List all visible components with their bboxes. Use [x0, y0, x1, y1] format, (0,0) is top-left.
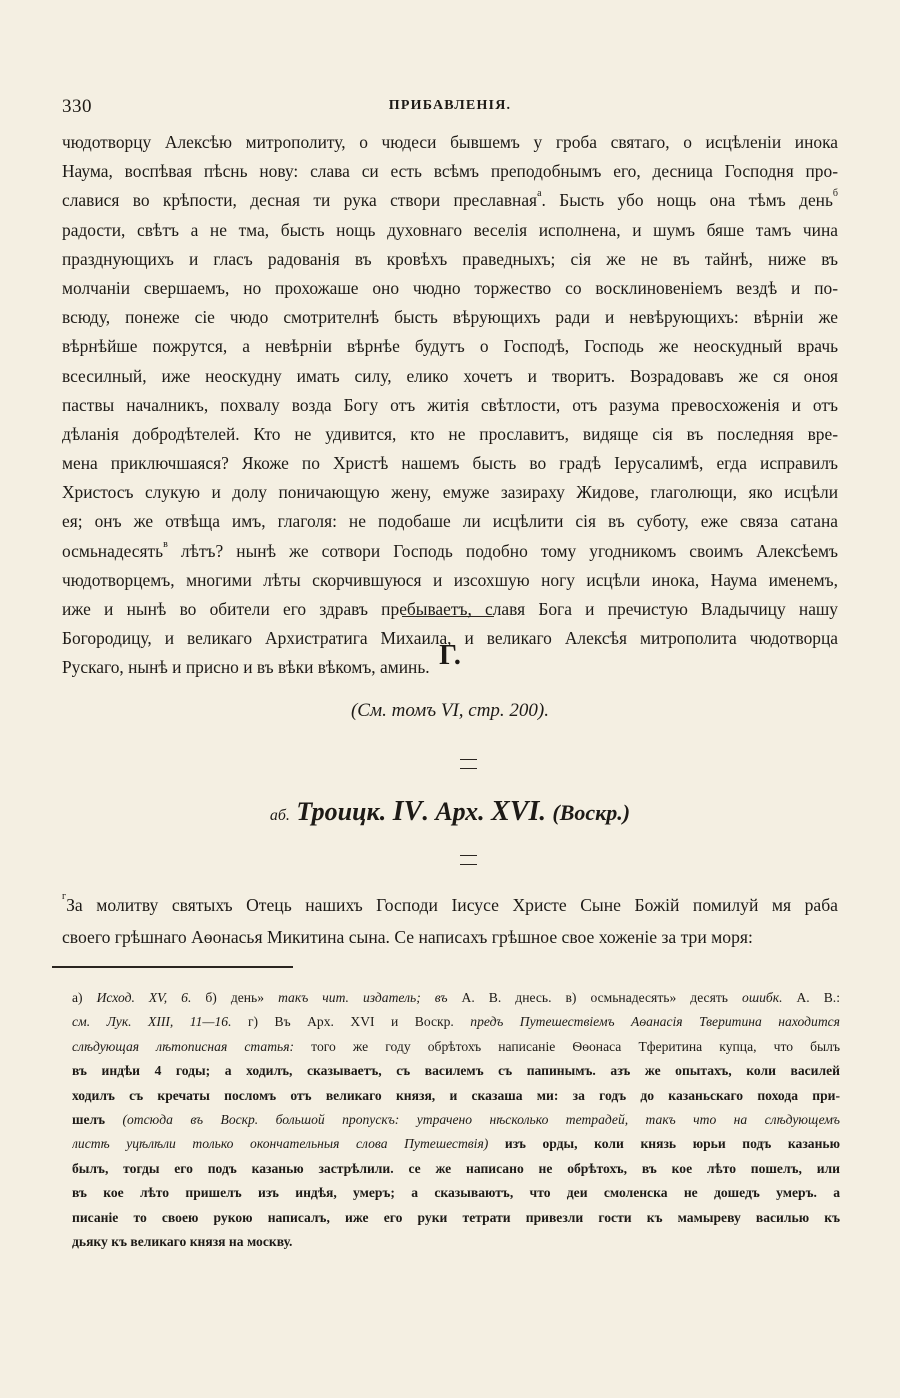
text-run: паствы началникъ, похвалу возда Богу отъ житія свѣтлости, отъ разума превосхоженія и отъ [62, 394, 838, 415]
footnote-line [72, 1010, 840, 1034]
text-run: дѣланія добродѣтелей. Кто не удивится, кто не прославитъ, видяще сія въ последняя вре- [62, 423, 838, 444]
text-line [62, 216, 838, 245]
footnote-run: г) Въ Арх. XVI и Воскр. [231, 1014, 471, 1030]
text-run: Рускаго, нынѣ и присно и въ вѣки вѣкомъ, аминь. [62, 657, 430, 678]
text-run: осмьнадесять [62, 540, 164, 561]
manuscript-sigla: аб. Троицк. IV. Арх. XVI. (Воскр.) [269, 796, 631, 827]
footnote-line [72, 1157, 840, 1181]
text-run: радости, свѣтъ а не тма, бысть нощь духовнаго веселія исполнена, и шумъ бяше тамъ чина [62, 219, 838, 240]
opening-line [62, 921, 838, 953]
text-line [62, 507, 838, 536]
text-line [62, 420, 838, 449]
footnote-run: писаніе то своею рукою написалъ, иже его руки тетрати привезли гости къ мамыреву василью къ [72, 1209, 840, 1225]
footnote-run: ходилъ съ кречаты посломъ отъ великаго князя, и сказаша ми: за годъ до казаньскаго похода при- [72, 1087, 840, 1103]
text-line [62, 478, 838, 507]
text-line [62, 566, 838, 595]
text-line [62, 537, 838, 566]
footnote-line [72, 1181, 840, 1205]
text-run: Наума, воспѣвая пѣснь нову: слава си есть всѣмъ преподобнымъ его, десница Господня про- [62, 161, 838, 182]
opening-line [62, 889, 838, 921]
footnote-line [72, 1084, 840, 1108]
text-line [62, 245, 838, 274]
footnote-line [72, 1230, 840, 1254]
footnote-run: (отсюда въ Воскр. большой пропускъ: утрачено нѣсколько тетрадей, такъ что на слѣдующемъ [122, 1111, 840, 1127]
cross-reference: (См. томъ VI, стр. 200). [350, 700, 550, 721]
footnote-rule [52, 966, 293, 968]
text-line [62, 274, 838, 303]
footnote-run: см. Лук. XIII, 11—16. [72, 1014, 232, 1030]
main-text [62, 128, 838, 683]
footnote-run: въ индѣи 4 годы; а ходилъ, сказываетъ, съ василемъ съ папинымъ. азъ же опытахъ, коли василей [72, 1063, 840, 1079]
text-line [62, 128, 838, 157]
footnote-run: б) день» [191, 990, 279, 1005]
text-run: иже и нынѣ во обители его здравъ пребываетъ, славя Бога и пречистую Владычицу нашу [62, 599, 838, 619]
running-head [62, 96, 838, 120]
footnote-run: предъ Путешествіемъ Аѳанасія Тверитина находится [470, 1014, 840, 1030]
text-line [62, 303, 838, 332]
text-line [62, 157, 838, 186]
running-title: ПРИБАВЛЕНІЯ. [388, 98, 512, 113]
footnote-run: шелъ [72, 1111, 123, 1127]
footnote-line [72, 1059, 840, 1083]
footnote-run: А. В.: [782, 990, 840, 1005]
text-run: чюдотворцу Алексѣю митрополиту, о чюдеси бывшемъ у гроба святаго, о исцѣленіи инока [62, 132, 838, 152]
footnote-run: ошибк. [742, 990, 783, 1005]
page-number: 330 [62, 96, 92, 117]
text-run: Богородицу, и великаго Архистратига Михаила, и великаго Алексѣя митрополита чюдотворца [62, 628, 838, 649]
sigla-arkh-number: XVI [491, 796, 540, 827]
text-line [62, 186, 838, 215]
text-line [62, 391, 838, 420]
text-run: лѣтъ? нынѣ же сотвори Господь подобно тому угодникомъ своимъ Алексѣемъ [167, 540, 838, 561]
text-run: своего грѣшнаго Аѳонасья Микитина сына. Се написахъ грѣшное свое хоженіе за три моря: [62, 927, 753, 947]
footnote-run: листѣ уцѣлѣли только окончательныя слова Путешествія) [72, 1136, 489, 1152]
text-run: вѣрнѣйше пожрутся, а невѣрніи вѣрнѣе будутъ о Господѣ, Господь же неоскудный врачь [62, 336, 838, 357]
footnote-run: того же году обрѣтохъ написаніе Ѳѳонаса Тферитина купца, что былъ [294, 1038, 840, 1054]
footnote-line [72, 986, 840, 1010]
double-rule-top [460, 759, 477, 769]
footnote-line [72, 1132, 840, 1156]
double-rule-bottom [460, 855, 477, 865]
opening-text [62, 889, 838, 953]
section-divider [402, 616, 494, 617]
text-run: . Бысть убо нощь она тѣмъ день [541, 190, 833, 211]
text-line [62, 449, 838, 478]
footnote-run: былъ, тогды его подъ казанью застрѣлили. се же написано не обрѣтохъ, въ кое лѣто пошелъ, или [72, 1160, 840, 1176]
text-run: Христосъ слукую и долу поничающую жену, емуже зазираху Жидове, глаголющи, яко исцѣли [62, 482, 838, 503]
sigla-ab: аб. [269, 807, 290, 824]
footnote-line [72, 1035, 840, 1059]
text-run: празднующихъ и гласъ радованія въ кровѣхъ праведныхъ; сія же не въ тайнѣ, ниже въ [62, 248, 838, 269]
text-line [62, 362, 838, 391]
footnote-line [72, 1206, 840, 1230]
text-run: чюдотворцемъ, многими лѣты скорчившуюся и изсохшую ногу исцѣли инока, Наума именемъ, [62, 569, 838, 590]
sigla-troitsk-number: IV [392, 796, 423, 827]
text-line [62, 332, 838, 361]
footnote-run: а) [72, 990, 97, 1005]
footnote-marker: а [537, 188, 542, 200]
text-run: За молитву святыхъ Отець нашихъ Господи Іисусе Христе Сыне Божій помилуй мя раба [66, 895, 838, 915]
text-run: всесилный, иже неоскудну имать силу, елико хочетъ и творитъ. Возрадовавъ же ся оноя [62, 365, 838, 386]
footnote-run: А. В. днесь. в) осмьнадесять» десять [447, 990, 743, 1005]
footnote-marker: в [163, 538, 168, 550]
footnote-run: такъ чит. издатель; въ [278, 990, 448, 1005]
footnote-run: Исход. XV, 6. [96, 990, 192, 1005]
footnote-run: изъ орды, коли князь юрьи подъ казанью [488, 1136, 840, 1152]
text-run: всюду, понеже сіе чюдо смотрителнѣ бысть вѣрующихъ ради и невѣрующихъ: вѣрніи же [62, 307, 838, 328]
sigla-voskr: (Воскр.) [552, 800, 631, 825]
footnote-marker: б [832, 188, 838, 200]
footnote-run: дьяку къ великаго князя на москву. [72, 1233, 293, 1249]
text-run: молчаніи свершаемъ, но прохожаше оно чюдно торжество со восклиновеніемъ вездѣ и по- [62, 277, 838, 298]
footnote-run: слѣдующая лѣтописная статья: [72, 1038, 295, 1054]
text-run: славися во крѣпости, десная ти рука створи преславная [62, 190, 538, 211]
text-run: мена приключшаяся? Якоже по Христѣ нашемъ бысть во градѣ Іерусалимѣ, егда исправилъ [62, 453, 838, 474]
footnote-run: въ кое лѣто пришелъ изъ индѣя, умеръ; а сказываютъ, что деи смоленска не дошедъ умеръ. а [72, 1185, 840, 1201]
sigla-arkh: Арх. [435, 797, 485, 826]
footnotes [72, 986, 840, 1254]
text-line [62, 595, 838, 624]
section-letter: Г. [439, 640, 461, 671]
footnote-line [72, 1108, 840, 1132]
sigla-troitsk: Троицк. [296, 797, 387, 826]
footnote-marker: г [62, 891, 67, 902]
text-run: ея; онъ же отвѣща имъ, глаголя: не подобаше ли исцѣлити сія въ суботу, еже связа сатана [62, 511, 838, 532]
